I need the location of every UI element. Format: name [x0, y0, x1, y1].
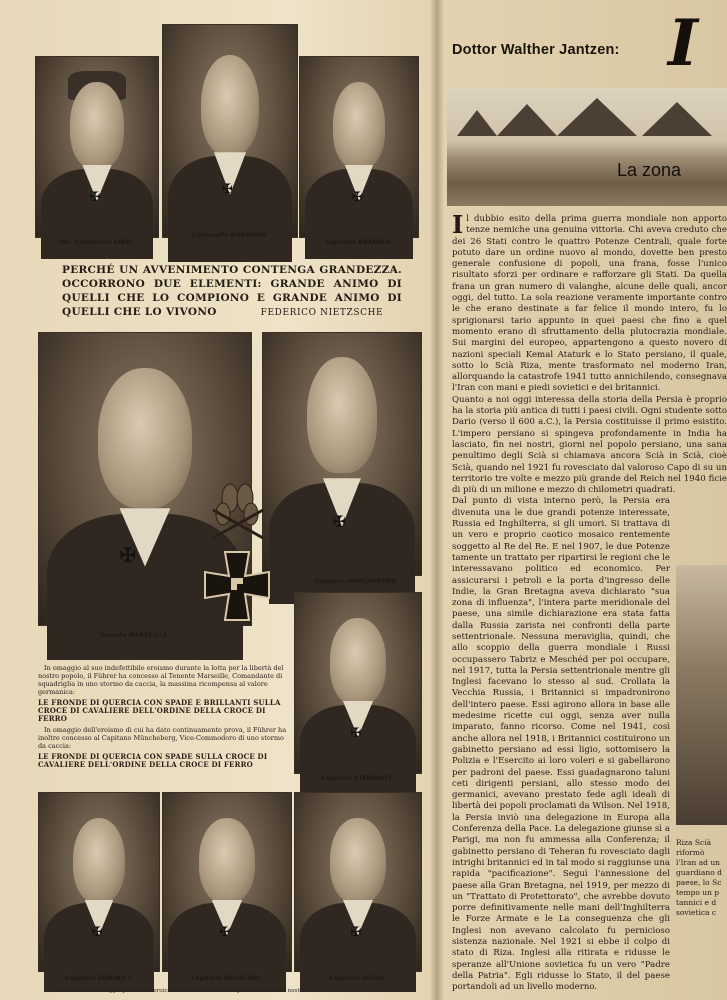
article-paragraph-2: Quanto a noi oggi interessa della storia della Persia è proprio ha la storia più antica di tutti i paesi civili. Ogni studente sotto Dario (verso il 600 a.C.), la Persia costituisse il primo esistito. L'impero persiano si spingeva profondamente in India ha lasciato, fin nei nostri, giorni nel popolo persiano, una sana penultimo degli Scià si chiamava ancora Scià in Scià, cioè Scià, quando nel 1921 fu rovesciato dal valoroso Capo di su un territorio tre volte e mezzo più grande del Reich nel 1940 ficie di più di un milione e mezzo di chilometri quadrati.	[452, 394, 727, 496]
side-photo-caption: Riza Scià riformò l'Iran ad un guardiano d paese, lo Sc tempo un p tannici e d sovietica c	[676, 838, 722, 917]
article-subtitle-fragment: La zona	[617, 160, 682, 180]
page-fold	[430, 0, 444, 1000]
caption-zemsky: Capitano ZEMSKY †	[64, 975, 132, 982]
caption-druschel: Capitano DRUSCHEL	[190, 975, 262, 982]
article-byline: Dottor Walther Jantzen:	[452, 42, 620, 58]
portrait-braendle: ✠	[299, 56, 419, 238]
award-text-block	[38, 664, 288, 772]
portrait-druschel: ✠	[162, 792, 292, 972]
caption-bormann: Colonnello BORMANN	[191, 232, 267, 239]
nietzsche-quote	[62, 263, 402, 320]
drop-cap: I	[452, 210, 464, 239]
portrait-bormann: ✠	[162, 24, 298, 238]
award-paragraph-1: In omaggio al suo indefettibile eroismo durante la lotta per la libertà del nostro popolo, il Führer ha concesso al Tenente Marseille, Comandante di squadriglia in uno stormo da caccia, la massima ricompensa al valore germanica:	[38, 664, 284, 696]
article-paragraph-3: Dal punto di vista interno però, la Persia era divenuta una le due grandi potenze interessate, Russia ed Inghilterra, si gli umori. Si trattava di un vero e proprio caotico mosaico rentemente soggetto al Re del Re. E nel 1907, le due Potenze tamente un trattato per ripartirsi le regioni che le interessavano politico ed economico. Per assicurarsi i petroli e la porta d'ingresso delle Indie, la Gran Bretagna aveva dichiarato "sua zona di influenza", l'intera parte meridionale del paese, una simile dichiarazione era stata fatta dalla Russia zarista nei confronti della parte settentrionale. Nessuna meraviglia, quindi, che allo scoppio della guerra mondiale i Russi occupassero Tabriz e Meschéd per poi occupare, nel 1917, tutta la Persia settentrionale mentre gli Inglesi facevano lo stesso al sud. Crollata la Vecchia Russia, i Britannici si impadronirono dell'intero paese. Essi agirono allora in base alle medesime ricette cui oggi, senza aver nulla imparato, fanno ricorso. Come nel 1941, così anche allora nel 1918, i Britannici costituirono un gabinetto persiano ad essi ligio, sottomisero la Polizia e l'Esercito ai loro voleri e si gabellarono per padroni del paese. Essi guadagnarono taluni ceti dirigenti persiani, allo stesso modo dei germanici, avevano prestato fede agli ideali di libertà dei popoli proclamati da Wilson. Nel 1918, la Persia inviò una delegazione in Europa alla Conferenza della Pace. La delegazione giunse sì a Parigi, ma non fu ammessa alla Conferenza; il gabinetto persiano di Teheran fu rovesciato dagli intrighi britannici ed in tal modo si raggiunse una rapida "pacificazione". Seguì l'annessione del paese alla Gran Bretagna, nel 1919, per mezzo di un "Trattato di Protettorato", che avrebbe dovuto porre definitivamente nelle mani dell'Inghilterra le Forze Armate e le La conseguenza che gli Inglesi non avevano calcolato fu pernicioso sistenza nazionale. Nel 1921 si ebbe il colpo di stato di Riza. Inglesi alla ritirata e ridusse le speranze all'Unione sovietica fu un vero "Padre della Patria". Egli ridusse lo Stato, il del paese portandoli ad un livello moderno.	[452, 496, 670, 993]
portrait-muencheberg: ✠	[262, 332, 422, 576]
award-paragraph-2: In omaggio dell'eroismo di cui ha dato continuamente prova, il Führer ha inoltre concesso al Capitano Müncheberg, Vice-Commodoro di uno stormo da caccia:	[38, 726, 287, 750]
caption-sigel: Ten. Colonnello SIGEL	[58, 239, 134, 246]
portrait-marseille: ✠	[38, 332, 252, 626]
portrait-zemsky: ✠	[38, 792, 160, 972]
bottom-note: In riconoscente omaggio per la loro eroica azione durante la lotta per l'avvenire del nostro	[52, 988, 306, 994]
portrait-wilcke: ✠	[294, 792, 422, 972]
caption-muencheberg: Capitano MÜNCHEBERG	[314, 578, 396, 585]
article-paragraph-1: Il dubbio esito della prima guerra mondiale non apporto tenze nemiche una genuina vittoria. Chi aveva creduto che dei 26 Stati contro le quattro Potenze Centrali, quale forte potuto dare un ordine nuovo al mondo, dovette ben presto generale confusione di popoli, una frana, fosse l'unico risultato sforzi per ordinare e rafforzare gli Stati. Da quella frana un gran numero di valanghe, alcune delle quali, ancor oggi, del tutto. La sola reazione veramente importante contro le che erano destinate a far felice il mondo intero, fu lo sprigionarsi tario appunto in quei paesi che fino a quel momento erano di sfruttamento della plutocrazia mondiale. Sui margini del europeo, appartengono a questo novero di nazioni speciali Kemal Ataturk e lo Stato persiano, il quale, sotto lo Scià Riza, mente trasformato nel moderno Iran, allorquando la catastrofe 1941 tutto annichilendo, consegnava l'Iran con mani e piedi sovietici e dei britannici.	[452, 210, 727, 394]
award-caps-2: LE FRONDE DI QUERCIA CON SPADE SULLA CROCE DI CAVALIERE DELL'ORDINE DELLA CROCE DI FERRO	[38, 752, 268, 769]
quote-text: PERCHÉ UN AVVENIMENTO CONTENGA GRANDEZZA. OCCORRONO DUE ELEMENTI: GRANDE ANIMO DI QUELLI CHE LO COMPIONO E GRANDE ANIMO DI QUELLI CHE LO VIVONO	[62, 264, 402, 318]
portrait-sigel: ✠	[35, 56, 159, 238]
camp-photo	[447, 88, 727, 206]
caption-marseille: Tenente MARSEILLE	[98, 632, 168, 639]
caption-braendle: Capitano BRÄNDLE	[325, 239, 391, 246]
award-caps-1: LE FRONDE DI QUERCIA CON SPADE E BRILLANTI SULLA CROCE DI CAVALIERE DELL'ORDINE DELLA CROCE DI FERRO	[38, 698, 281, 723]
quote-author: FEDERICO NIETZSCHE	[260, 308, 384, 318]
caption-steinhoff: Capitano STEINHOFF	[320, 775, 394, 782]
portrait-steinhoff: ✠	[294, 592, 422, 774]
side-photo	[676, 565, 727, 825]
article-title-fragment: I	[668, 6, 698, 81]
caption-wilcke: Capitano Wilcke	[329, 975, 385, 982]
knights-cross-emblem	[185, 480, 290, 650]
